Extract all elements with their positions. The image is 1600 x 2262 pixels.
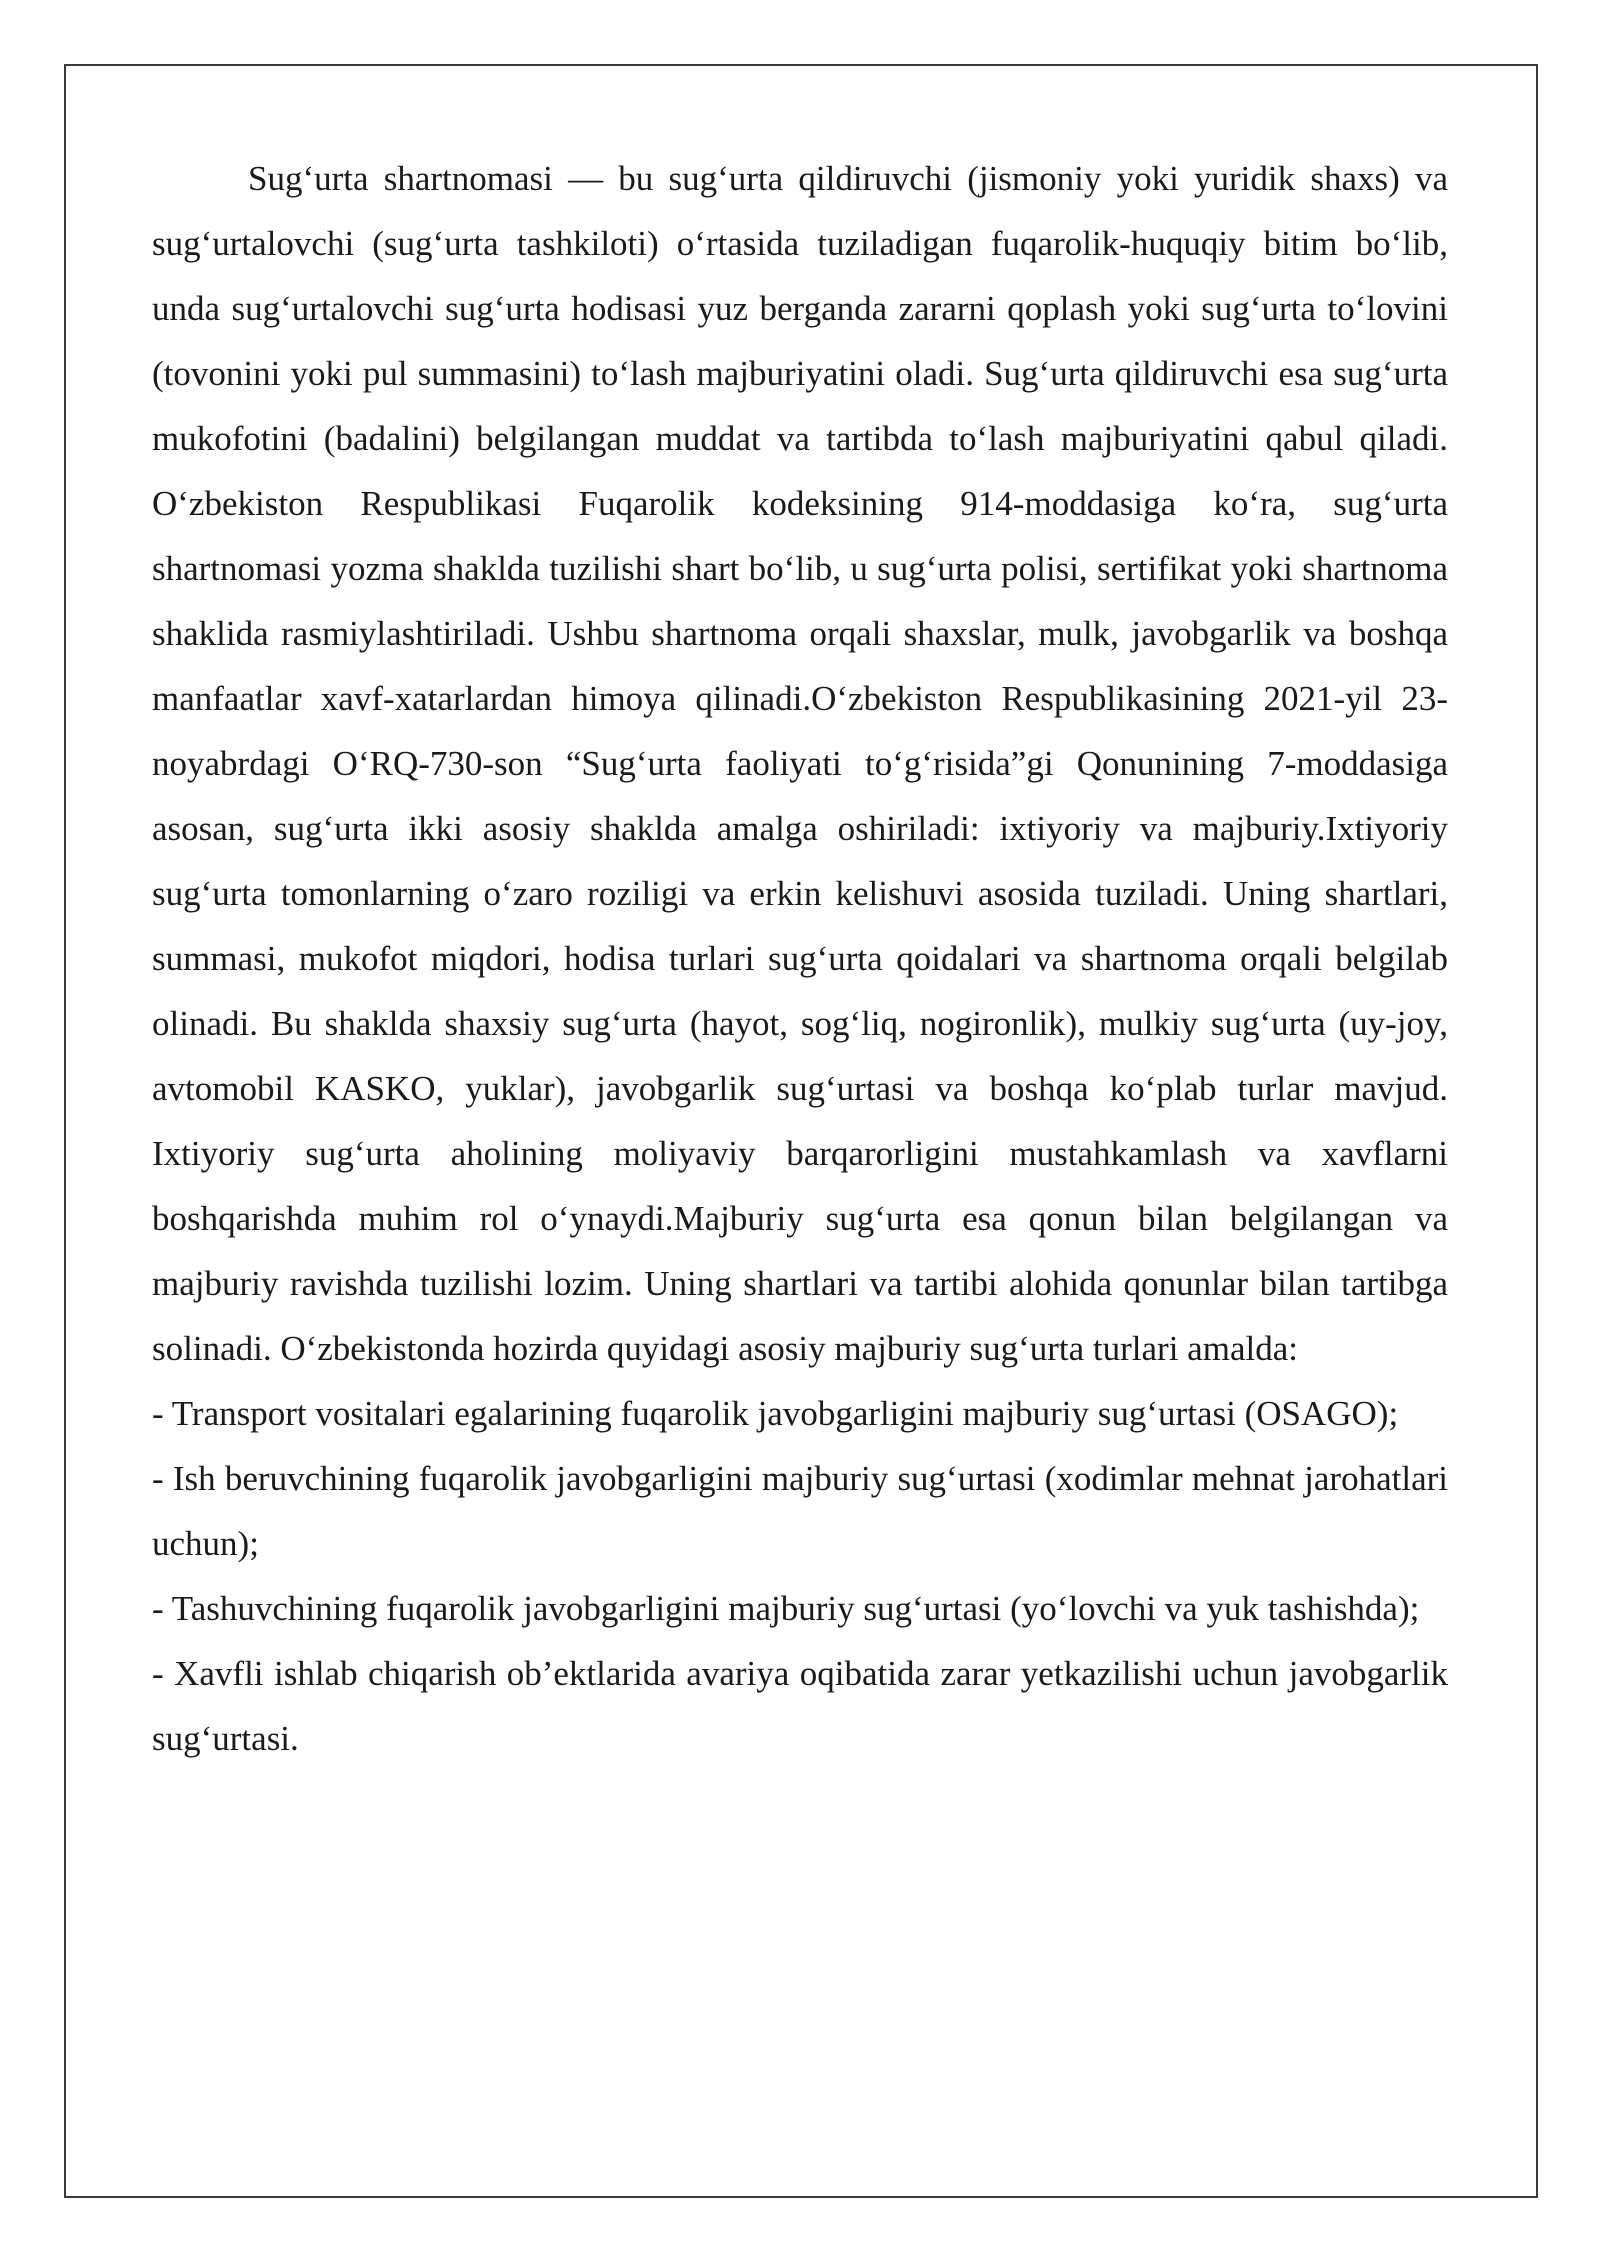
list-item-hazardous-facilities: - Xavfli ishlab chiqarish ob’ektlarida avariya oqibatida zarar yetkazilishi uchun javobgarlik sug‘urtasi. [152,1654,1448,1758]
list-item-carrier-liability: - Tashuvchining fuqarolik javobgarligini majburiy sug‘urtasi (yo‘lovchi va yuk tashishda); [152,1589,1420,1628]
document-body [152,146,1448,1771]
list-item-osago: - Transport vositalari egalarining fuqarolik javobgarligini majburiy sug‘urtasi (OSAGO); [152,1394,1399,1433]
main-paragraph: Sug‘urta shartnomasi — bu sug‘urta qildiruvchi (jismoniy yoki yuridik shaxs) va sug‘urtalovchi (sug‘urta tashkiloti) o‘rtasida tuziladigan fuqarolik-huquqiy bitim bo‘lib, unda sug‘urtalovchi sug‘urta hodisasi yuz berganda zararni qoplash yoki sug‘urta to‘lovini (tovonini yoki pul summasini) to‘lash majburiyatini oladi. Sug‘urta qildiruvchi esa sug‘urta mukofotini (badalini) belgilangan muddat va tartibda to‘lash majburiyatini qabul qiladi. O‘zbekiston Respublikasi Fuqarolik kodeksining 914-moddasiga ko‘ra, sug‘urta shartnomasi yozma shaklda tuzilishi shart bo‘lib, u sug‘urta polisi, sertifikat yoki shartnoma shaklida rasmiylashtiriladi. Ushbu shartnoma orqali shaxslar, mulk, javobgarlik va boshqa manfaatlar xavf-xatarlardan himoya qilinadi.O‘zbekiston Respublikasining 2021-yil 23-noyabrdagi O‘RQ-730-son “Sug‘urta faoliyati to‘g‘risida”gi Qonunining 7-moddasiga asosan, sug‘urta ikki asosiy shaklda amalga oshiriladi: ixtiyoriy va majburiy.Ixtiyoriy sug‘urta tomonlarning o‘zaro roziligi va erkin kelishuvi asosida tuziladi. Uning shartlari, summasi, mukofot miqdori, hodisa turlari sug‘urta qoidalari va shartnoma orqali belgilab olinadi. Bu shaklda shaxsiy sug‘urta (hayot, sog‘liq, nogironlik), mulkiy sug‘urta (uy-joy, avtomobil KASKO, yuklar), javobgarlik sug‘urtasi va boshqa ko‘plab turlar mavjud. Ixtiyoriy sug‘urta aholining moliyaviy barqarorligini mustahkamlash va xavflarni boshqarishda muhim rol o‘ynaydi.Majburiy sug‘urta esa qonun bilan belgilangan va majburiy ravishda tuzilishi lozim. Uning shartlari va tartibi alohida qonunlar bilan tartibga solinadi. O‘zbekistonda hozirda quyidagi asosiy majburiy sug‘urta turlari amalda: [152,159,1448,1368]
list-item-employer-liability: - Ish beruvchining fuqarolik javobgarligini majburiy sug‘urtasi (xodimlar mehnat jarohatlari uchun); [152,1459,1448,1563]
